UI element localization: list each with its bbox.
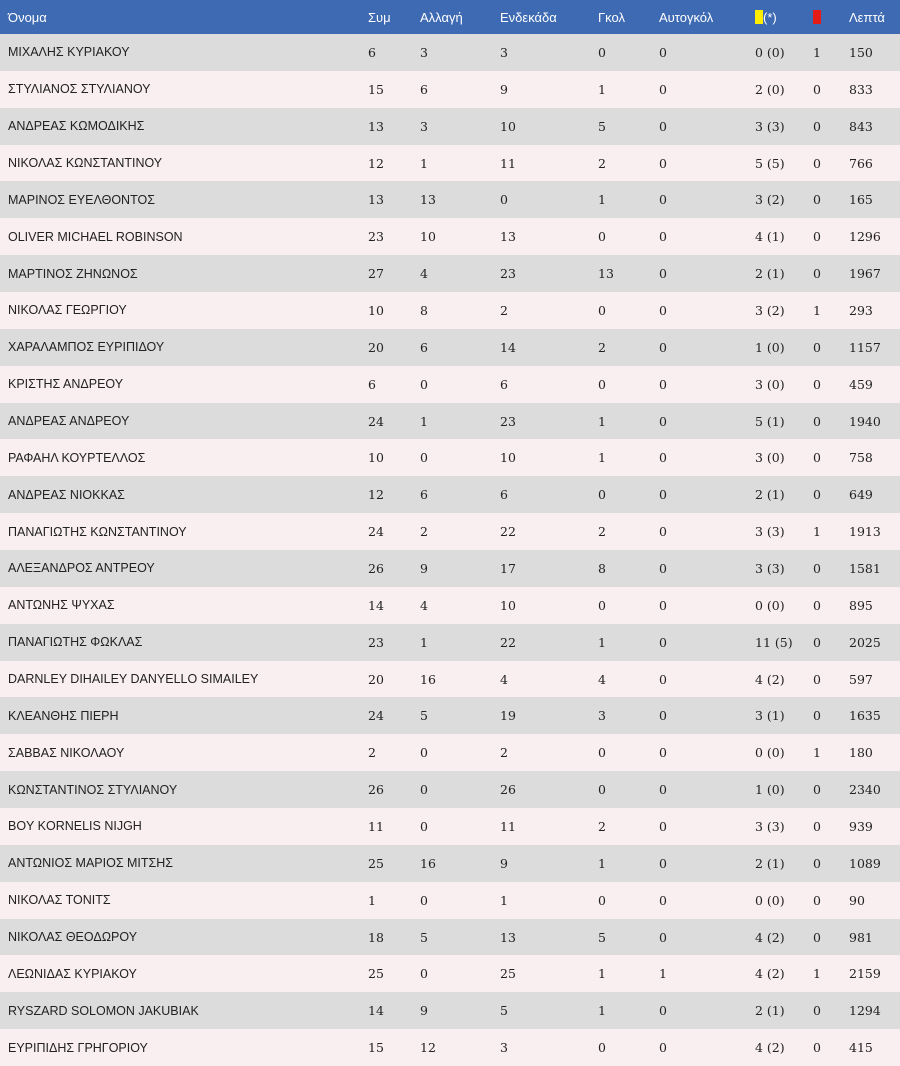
own-goals-cell: 0 [659, 855, 667, 871]
own-goals-cell: 0 [659, 450, 667, 466]
red-cards-cell: 0 [813, 855, 821, 871]
table-row [0, 1029, 900, 1066]
sub-cell: 0 [420, 745, 428, 761]
column-header-minutes[interactable]: Λεπτά [849, 9, 885, 25]
minutes-cell: 2340 [849, 782, 881, 798]
apps-cell: 6 [368, 44, 376, 60]
goals-cell: 0 [598, 745, 606, 761]
apps-cell: 20 [368, 671, 384, 687]
red-cards-cell: 0 [813, 413, 821, 429]
table-row [0, 697, 900, 734]
yellow-cards-cell: 2 (1) [755, 855, 785, 871]
table-row [0, 292, 900, 329]
goals-cell: 0 [598, 302, 606, 318]
apps-cell: 13 [368, 118, 384, 134]
sub-cell: 10 [420, 229, 436, 245]
goals-cell: 2 [598, 155, 606, 171]
table-row [0, 108, 900, 145]
own-goals-cell: 0 [659, 745, 667, 761]
apps-cell: 15 [368, 1040, 384, 1056]
yellow-cards-cell: 0 (0) [755, 597, 785, 613]
red-cards-cell: 1 [813, 745, 821, 761]
minutes-cell: 843 [849, 118, 873, 134]
yellow-cards-cell: 0 (0) [755, 745, 785, 761]
red-cards-cell: 0 [813, 782, 821, 798]
player-name-cell[interactable]: ΚΛΕΑΝΘΗΣ ΠΙΕΡΗ [8, 708, 119, 723]
yellow-cards-cell: 5 (1) [755, 413, 785, 429]
start-cell: 22 [500, 634, 516, 650]
apps-cell: 23 [368, 634, 384, 650]
table-row [0, 955, 900, 992]
start-cell: 10 [500, 450, 516, 466]
goals-cell: 0 [598, 44, 606, 60]
table-row [0, 587, 900, 624]
yellow-cards-cell: 4 (2) [755, 966, 785, 982]
player-name-cell[interactable]: ΑΝΤΩΝΙΟΣ ΜΑΡΙΟΣ ΜΙΤΣΗΣ [8, 856, 174, 871]
apps-cell: 18 [368, 929, 384, 945]
start-cell: 22 [500, 524, 516, 540]
own-goals-cell: 0 [659, 339, 667, 355]
player-name-cell[interactable]: ΜΙΧΑΛΗΣ ΚΥΡΙΑΚΟΥ [8, 45, 130, 60]
red-cards-cell: 0 [813, 818, 821, 834]
player-name-cell[interactable]: ΣΑΒΒΑΣ ΝΙΚΟΛΑΟΥ [8, 745, 125, 760]
own-goals-cell: 0 [659, 155, 667, 171]
red-cards-cell: 0 [813, 339, 821, 355]
minutes-cell: 1913 [849, 524, 881, 540]
yellow-cards-cell: 3 (3) [755, 560, 785, 576]
apps-cell: 2 [368, 745, 376, 761]
minutes-cell: 1967 [849, 266, 881, 282]
sub-cell: 5 [420, 929, 428, 945]
goals-cell: 1 [598, 855, 606, 871]
own-goals-cell: 0 [659, 524, 667, 540]
red-cards-cell: 0 [813, 929, 821, 945]
red-cards-cell: 1 [813, 302, 821, 318]
own-goals-cell: 0 [659, 597, 667, 613]
minutes-cell: 1940 [849, 413, 881, 429]
apps-cell: 24 [368, 413, 384, 429]
start-cell: 26 [500, 782, 516, 798]
minutes-cell: 1089 [849, 855, 881, 871]
red-cards-cell: 0 [813, 560, 821, 576]
sub-cell: 0 [420, 818, 428, 834]
yellow-cards-cell: 4 (2) [755, 1040, 785, 1056]
goals-cell: 2 [598, 818, 606, 834]
red-cards-cell: 0 [813, 266, 821, 282]
own-goals-cell: 0 [659, 818, 667, 834]
start-cell: 17 [500, 560, 516, 576]
goals-cell: 3 [598, 708, 606, 724]
table-row [0, 255, 900, 292]
apps-cell: 25 [368, 855, 384, 871]
player-name-cell[interactable]: ΠΑΝΑΓΙΩΤΗΣ ΚΩΝΣΤΑΝΤΙΝΟΥ [8, 524, 187, 539]
minutes-cell: 2025 [849, 634, 881, 650]
start-cell: 4 [500, 671, 508, 687]
goals-cell: 0 [598, 229, 606, 245]
apps-cell: 23 [368, 229, 384, 245]
player-name-cell[interactable]: ΑΝΤΩΝΗΣ ΨΥΧΑΣ [8, 598, 115, 613]
own-goals-cell: 0 [659, 487, 667, 503]
table-row [0, 513, 900, 550]
minutes-cell: 766 [849, 155, 873, 171]
start-cell: 23 [500, 413, 516, 429]
player-name-cell[interactable]: OLIVER MICHAEL ROBINSON [8, 229, 183, 244]
goals-cell: 4 [598, 671, 606, 687]
table-row [0, 919, 900, 956]
goals-cell: 5 [598, 118, 606, 134]
goals-cell: 0 [598, 376, 606, 392]
sub-cell: 1 [420, 155, 428, 171]
start-cell: 3 [500, 44, 508, 60]
apps-cell: 24 [368, 708, 384, 724]
minutes-cell: 165 [849, 192, 873, 208]
minutes-cell: 459 [849, 376, 873, 392]
goals-cell: 1 [598, 413, 606, 429]
minutes-cell: 649 [849, 487, 873, 503]
player-name-cell[interactable]: DARNLEY DIHAILEY DANYELLO SIMAILEY [8, 672, 259, 687]
red-cards-cell: 0 [813, 708, 821, 724]
start-cell: 13 [500, 929, 516, 945]
table-row [0, 624, 900, 661]
start-cell: 6 [500, 487, 508, 503]
yellow-cards-cell: 1 (0) [755, 339, 785, 355]
minutes-cell: 981 [849, 929, 873, 945]
start-cell: 14 [500, 339, 516, 355]
apps-cell: 25 [368, 966, 384, 982]
minutes-cell: 895 [849, 597, 873, 613]
minutes-cell: 1581 [849, 560, 881, 576]
sub-cell: 0 [420, 376, 428, 392]
start-cell: 3 [500, 1040, 508, 1056]
goals-cell: 1 [598, 81, 606, 97]
goals-cell: 13 [598, 266, 614, 282]
own-goals-cell: 0 [659, 671, 667, 687]
red-cards-cell: 0 [813, 892, 821, 908]
column-header-red-cards[interactable] [813, 0, 849, 34]
own-goals-cell: 0 [659, 634, 667, 650]
yellow-cards-cell: 3 (3) [755, 118, 785, 134]
minutes-cell: 597 [849, 671, 873, 687]
player-name-cell[interactable]: ΕΥΡΙΠΙΔΗΣ ΓΡΗΓΟΡΙΟΥ [8, 1040, 148, 1055]
goals-cell: 5 [598, 929, 606, 945]
sub-cell: 13 [420, 192, 436, 208]
goals-cell: 1 [598, 966, 606, 982]
yellow-cards-cell: 11 (5) [755, 634, 793, 650]
own-goals-cell: 0 [659, 413, 667, 429]
player-name-cell[interactable]: ΑΝΔΡΕΑΣ ΚΩΜΟΔΙΚΗΣ [8, 119, 145, 134]
minutes-cell: 939 [849, 818, 873, 834]
apps-cell: 24 [368, 524, 384, 540]
yellow-card-suffix: (*) [763, 9, 777, 25]
goals-cell: 1 [598, 634, 606, 650]
column-header-own-goals[interactable]: Αυτογκόλ [659, 9, 714, 25]
sub-cell: 4 [420, 266, 428, 282]
table-row [0, 808, 900, 845]
table-row [0, 34, 900, 71]
player-name-cell[interactable]: ΧΑΡΑΛΑΜΠΟΣ ΕΥΡΙΠΙΔΟΥ [8, 340, 165, 355]
red-cards-cell: 0 [813, 155, 821, 171]
sub-cell: 6 [420, 339, 428, 355]
start-cell: 10 [500, 118, 516, 134]
apps-cell: 10 [368, 450, 384, 466]
apps-cell: 26 [368, 782, 384, 798]
start-cell: 13 [500, 229, 516, 245]
minutes-cell: 150 [849, 44, 873, 60]
red-cards-cell: 0 [813, 1040, 821, 1056]
player-name-cell[interactable]: ΣΤΥΛΙΑΝΟΣ ΣΤΥΛΙΑΝΟΥ [8, 82, 151, 97]
yellow-cards-cell: 3 (2) [755, 192, 785, 208]
own-goals-cell: 0 [659, 929, 667, 945]
red-cards-cell: 0 [813, 118, 821, 134]
sub-cell: 8 [420, 302, 428, 318]
start-cell: 0 [500, 192, 508, 208]
own-goals-cell: 0 [659, 892, 667, 908]
player-name-cell[interactable]: ΠΑΝΑΓΙΩΤΗΣ ΦΩΚΛΑΣ [8, 635, 143, 650]
apps-cell: 10 [368, 302, 384, 318]
goals-cell: 0 [598, 782, 606, 798]
player-name-cell[interactable]: ΝΙΚΟΛΑΣ ΚΩΝΣΤΑΝΤΙΝΟΥ [8, 156, 163, 170]
red-cards-cell: 1 [813, 524, 821, 540]
sub-cell: 6 [420, 487, 428, 503]
own-goals-cell: 0 [659, 376, 667, 392]
goals-cell: 0 [598, 487, 606, 503]
column-header-yellow-cards[interactable] [755, 0, 813, 34]
goals-cell: 0 [598, 892, 606, 908]
sub-cell: 5 [420, 708, 428, 724]
yellow-cards-cell: 2 (1) [755, 266, 785, 282]
own-goals-cell: 0 [659, 81, 667, 97]
goals-cell: 0 [598, 1040, 606, 1056]
own-goals-cell: 0 [659, 229, 667, 245]
yellow-cards-cell: 2 (1) [755, 487, 785, 503]
minutes-cell: 90 [849, 892, 865, 908]
player-name-cell[interactable]: ΚΡΙΣΤΗΣ ΑΝΔΡΕΟΥ [8, 377, 124, 392]
apps-cell: 14 [368, 1003, 384, 1019]
start-cell: 6 [500, 376, 508, 392]
sub-cell: 4 [420, 597, 428, 613]
apps-cell: 12 [368, 487, 384, 503]
table-row [0, 218, 900, 255]
header-row [0, 0, 900, 34]
apps-cell: 26 [368, 560, 384, 576]
goals-cell: 2 [598, 524, 606, 540]
own-goals-cell: 0 [659, 1003, 667, 1019]
sub-cell: 2 [420, 524, 428, 540]
yellow-cards-cell: 3 (3) [755, 524, 785, 540]
player-name-cell[interactable]: ΛΕΩΝΙΔΑΣ ΚΥΡΙΑΚΟΥ [8, 966, 137, 981]
yellow-cards-cell: 4 (2) [755, 671, 785, 687]
own-goals-cell: 0 [659, 708, 667, 724]
table-row [0, 550, 900, 587]
apps-cell: 15 [368, 81, 384, 97]
table-row [0, 845, 900, 882]
table-row [0, 181, 900, 218]
goals-cell: 8 [598, 560, 606, 576]
own-goals-cell: 0 [659, 1040, 667, 1056]
yellow-cards-cell: 1 (0) [755, 782, 785, 798]
sub-cell: 0 [420, 782, 428, 798]
column-header-start[interactable]: Ενδεκάδα [500, 9, 557, 25]
red-cards-cell: 0 [813, 376, 821, 392]
red-cards-cell: 0 [813, 450, 821, 466]
yellow-cards-cell: 4 (2) [755, 929, 785, 945]
yellow-cards-cell: 3 (1) [755, 708, 785, 724]
yellow-cards-cell: 3 (0) [755, 376, 785, 392]
minutes-cell: 1635 [849, 708, 881, 724]
table-row [0, 71, 900, 108]
sub-cell: 0 [420, 450, 428, 466]
column-header-sub[interactable]: Αλλαγή [420, 9, 463, 25]
yellow-cards-cell: 2 (0) [755, 81, 785, 97]
player-name-cell[interactable]: ΑΝΔΡΕΑΣ ΑΝΔΡΕΟΥ [8, 414, 130, 429]
sub-cell: 0 [420, 892, 428, 908]
yellow-card-icon [755, 10, 763, 24]
table-row [0, 476, 900, 513]
own-goals-cell: 0 [659, 192, 667, 208]
red-cards-cell: 0 [813, 634, 821, 650]
column-header-goals[interactable]: Γκολ [598, 9, 625, 25]
apps-cell: 27 [368, 266, 384, 282]
sub-cell: 1 [420, 634, 428, 650]
red-cards-cell: 0 [813, 81, 821, 97]
yellow-cards-cell: 3 (2) [755, 302, 785, 318]
apps-cell: 14 [368, 597, 384, 613]
player-name-cell[interactable]: ΡΑΦΑΗΛ ΚΟΥΡΤΕΛΛΟΣ [8, 450, 146, 465]
sub-cell: 12 [420, 1040, 436, 1056]
player-name-cell[interactable]: RYSZARD SOLOMON JAKUBIAK [8, 1003, 199, 1018]
own-goals-cell: 0 [659, 44, 667, 60]
table-header [0, 0, 900, 34]
start-cell: 11 [500, 155, 516, 171]
start-cell: 19 [500, 708, 516, 724]
minutes-cell: 293 [849, 302, 873, 318]
start-cell: 10 [500, 597, 516, 613]
player-name-cell[interactable]: ΝΙΚΟΛΑΣ ΓΕΩΡΓΙΟΥ [8, 303, 127, 318]
minutes-cell: 415 [849, 1040, 873, 1056]
sub-cell: 1 [420, 413, 428, 429]
player-name-cell[interactable]: BOY KORNELIS NIJGH [8, 819, 142, 834]
table-row [0, 734, 900, 771]
table-row [0, 439, 900, 476]
minutes-cell: 2159 [849, 966, 881, 982]
apps-cell: 6 [368, 376, 376, 392]
start-cell: 9 [500, 81, 508, 97]
apps-cell: 11 [368, 818, 384, 834]
minutes-cell: 1157 [849, 339, 881, 355]
start-cell: 1 [500, 892, 508, 908]
sub-cell: 9 [420, 560, 428, 576]
goals-cell: 1 [598, 1003, 606, 1019]
goals-cell: 2 [598, 339, 606, 355]
start-cell: 9 [500, 855, 508, 871]
yellow-cards-cell: 5 (5) [755, 155, 785, 171]
table-row [0, 145, 900, 182]
table-body [0, 34, 900, 1066]
yellow-cards-cell: 3 (3) [755, 818, 785, 834]
minutes-cell: 758 [849, 450, 873, 466]
sub-cell: 16 [420, 855, 436, 871]
table-row [0, 366, 900, 403]
start-cell: 25 [500, 966, 516, 982]
start-cell: 2 [500, 302, 508, 318]
player-name-cell[interactable]: ΝΙΚΟΛΑΣ ΘΕΟΔΩΡΟΥ [8, 930, 138, 945]
minutes-cell: 1294 [849, 1003, 881, 1019]
yellow-cards-cell: 0 (0) [755, 44, 785, 60]
player-name-cell[interactable]: ΚΩΝΣΤΑΝΤΙΝΟΣ ΣΤΥΛΙΑΝΟΥ [8, 782, 178, 797]
start-cell: 5 [500, 1003, 508, 1019]
player-name-cell[interactable]: ΝΙΚΟΛΑΣ ΤΟΝΙΤΣ [8, 893, 111, 908]
table-row [0, 329, 900, 366]
goals-cell: 0 [598, 597, 606, 613]
minutes-cell: 180 [849, 745, 873, 761]
player-name-cell[interactable]: ΑΛΕΞΑΝΔΡΟΣ ΑΝΤΡΕΟΥ [8, 561, 155, 576]
player-name-cell[interactable]: ΑΝΔΡΕΑΣ ΝΙΟΚΚΑΣ [8, 487, 125, 502]
own-goals-cell: 0 [659, 782, 667, 798]
sub-cell: 0 [420, 966, 428, 982]
red-cards-cell: 0 [813, 597, 821, 613]
start-cell: 23 [500, 266, 516, 282]
own-goals-cell: 0 [659, 302, 667, 318]
table-row [0, 771, 900, 808]
table-row [0, 403, 900, 440]
own-goals-cell: 0 [659, 118, 667, 134]
own-goals-cell: 1 [659, 966, 667, 982]
player-name-cell[interactable]: ΜΑΡΙΝΟΣ ΕΥΕΛΘΟΝΤΟΣ [8, 192, 155, 207]
table-row [0, 882, 900, 919]
apps-cell: 20 [368, 339, 384, 355]
red-cards-cell: 0 [813, 1003, 821, 1019]
column-header-apps[interactable]: Συμ [368, 9, 391, 25]
yellow-cards-cell: 3 (0) [755, 450, 785, 466]
red-cards-cell: 1 [813, 44, 821, 60]
red-cards-cell: 0 [813, 671, 821, 687]
sub-cell: 16 [420, 671, 436, 687]
start-cell: 11 [500, 818, 516, 834]
red-cards-cell: 0 [813, 487, 821, 503]
table-row [0, 992, 900, 1029]
column-header-name[interactable]: Όνομα [8, 9, 47, 25]
sub-cell: 3 [420, 118, 428, 134]
apps-cell: 1 [368, 892, 376, 908]
apps-cell: 13 [368, 192, 384, 208]
red-cards-cell: 0 [813, 192, 821, 208]
goals-cell: 1 [598, 192, 606, 208]
red-card-icon [813, 10, 821, 24]
yellow-cards-cell: 4 (1) [755, 229, 785, 245]
minutes-cell: 833 [849, 81, 873, 97]
goals-cell: 1 [598, 450, 606, 466]
apps-cell: 12 [368, 155, 384, 171]
start-cell: 2 [500, 745, 508, 761]
sub-cell: 3 [420, 44, 428, 60]
player-name-cell[interactable]: ΜΑΡΤΙΝΟΣ ΖΗΝΩΝΟΣ [8, 266, 138, 281]
own-goals-cell: 0 [659, 560, 667, 576]
minutes-cell: 1296 [849, 229, 881, 245]
yellow-cards-cell: 0 (0) [755, 892, 785, 908]
red-cards-cell: 1 [813, 966, 821, 982]
own-goals-cell: 0 [659, 266, 667, 282]
sub-cell: 6 [420, 81, 428, 97]
sub-cell: 9 [420, 1003, 428, 1019]
red-cards-cell: 0 [813, 229, 821, 245]
table-row [0, 661, 900, 698]
yellow-cards-cell: 2 (1) [755, 1003, 785, 1019]
